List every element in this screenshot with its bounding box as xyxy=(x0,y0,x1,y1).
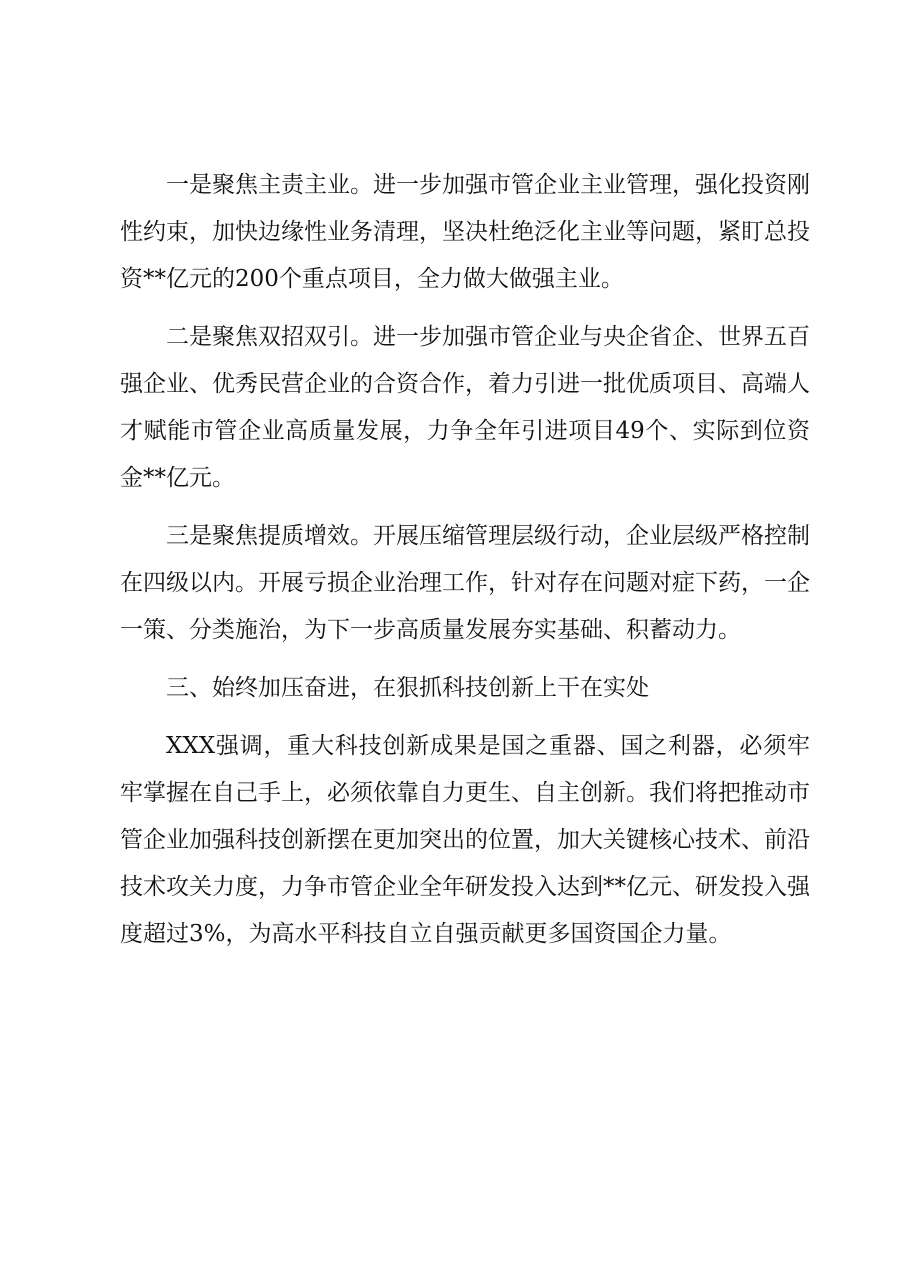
paragraph-focus-main-business: 一是聚焦主责主业。进一步加强市管企业主业管理，强化投资刚性约束，加快边缘性业务清理，坚决杜绝泛化主业等问题，紧盯总投资**亿元的200个重点项目，全力做大做强主业。 xyxy=(120,172,810,292)
paragraph-focus-investment-talent: 二是聚焦双招双引。进一步加强市管企业与央企省企、世界五百强企业、优秀民营企业的合资合作，着力引进一批优质项目、高端人才赋能市管企业高质量发展，力争全年引进项目49个、实际到位资金**亿元。 xyxy=(120,324,810,491)
paragraph-tech-innovation: XXX强调，重大科技创新成果是国之重器、国之利器，必须牢牢掌握在自己手上，必须依靠自力更生、自主创新。我们将把推动市管企业加强科技创新摆在更加突出的位置，加大关键核心技术、前沿技术攻关力度，力争市管企业全年研发投入达到**亿元、研发投入强度超过3%，为高水平科技自立自强贡献更多国资国企力量。 xyxy=(120,733,810,947)
document-body xyxy=(120,162,810,969)
section-heading-tech-innovation: 三、始终加压奋进，在狠抓科技创新上干在实处 xyxy=(166,675,649,701)
paragraph-focus-quality-efficiency: 三是聚焦提质增效。开展压缩管理层级行动，企业层级严格控制在四级以内。开展亏损企业治理工作，针对存在问题对症下药，一企一策、分类施治，为下一步高质量发展夯实基础、积蓄动力。 xyxy=(120,523,810,643)
